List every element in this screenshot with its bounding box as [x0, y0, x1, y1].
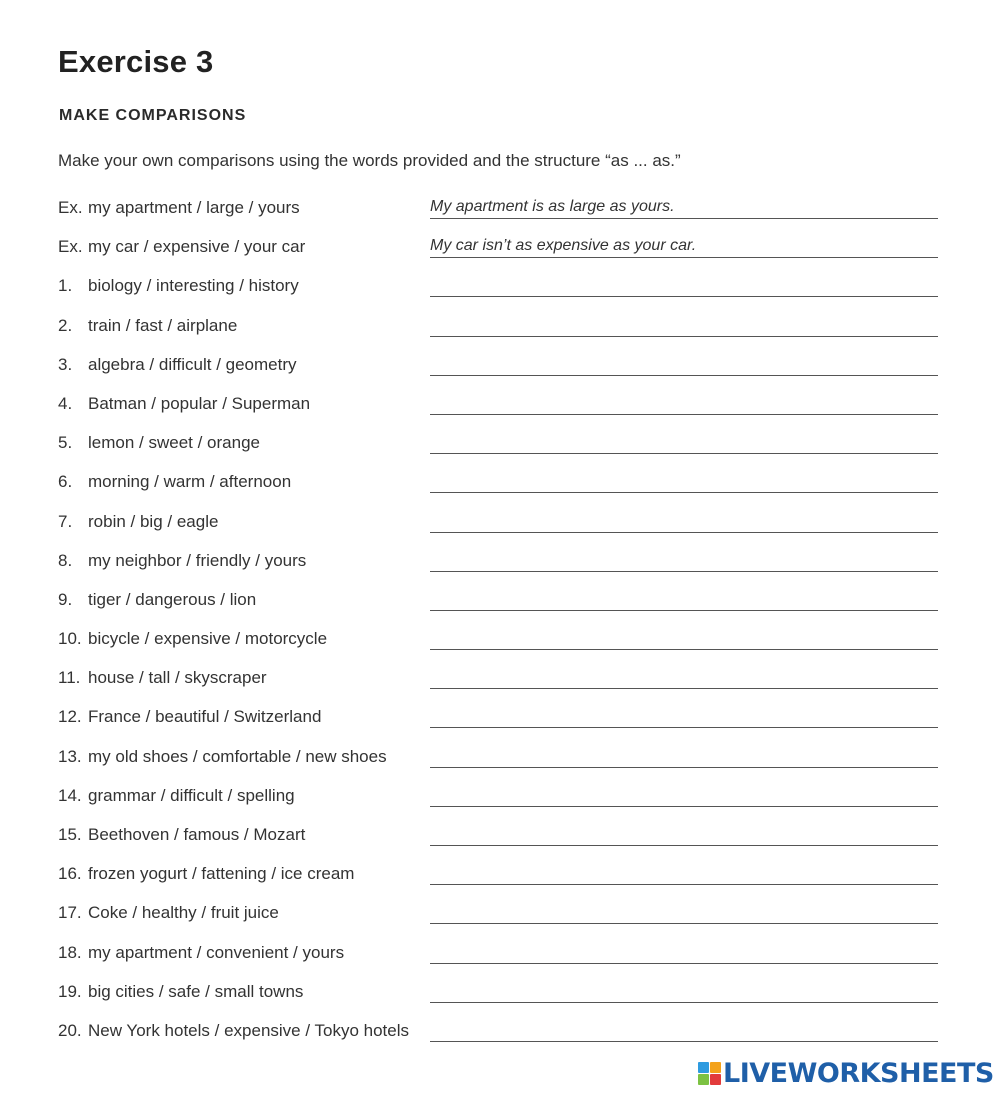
item-prompt: algebra / difficult / geometry	[88, 354, 297, 374]
item-prompt: my apartment / large / yours	[88, 198, 300, 217]
item-prompt: biology / interesting / history	[88, 276, 299, 296]
item-number: 19.	[58, 981, 82, 1001]
item-prompt: my car / expensive / your car	[88, 237, 306, 257]
item-number: 15.	[58, 825, 82, 844]
answer-field[interactable]	[430, 392, 938, 415]
answer-field[interactable]	[430, 745, 938, 768]
answer-field[interactable]	[430, 196, 938, 219]
item-number: 17.	[58, 903, 82, 923]
answer-field[interactable]	[430, 941, 938, 964]
page-title: Exercise 3	[58, 44, 214, 79]
item-prompt: grammar / difficult / spelling	[88, 785, 295, 805]
item-number: 20.	[58, 1020, 82, 1040]
answer-field[interactable]	[430, 235, 938, 258]
answer-field[interactable]	[430, 627, 938, 650]
item-prompt: New York hotels / expensive / Tokyo hotels	[88, 1020, 409, 1040]
logo-block	[710, 1062, 721, 1073]
item-prompt: my old shoes / comfortable / new shoes	[88, 746, 387, 766]
answer-field[interactable]	[430, 353, 938, 376]
logo-text: LIVEWORKSHEETS	[723, 1057, 994, 1089]
item-number: 5.	[58, 433, 73, 453]
answer-field[interactable]	[430, 274, 938, 297]
item-prompt: tiger / dangerous / lion	[88, 589, 257, 609]
answer-field[interactable]	[430, 980, 938, 1003]
answer-field[interactable]	[430, 1019, 938, 1042]
exercise-row	[58, 470, 940, 509]
exercise-row	[58, 196, 940, 235]
answer-field[interactable]	[430, 862, 938, 885]
item-number: 4.	[58, 393, 73, 413]
liveworksheets-logo	[698, 1058, 994, 1088]
logo-blocks-icon	[698, 1062, 721, 1085]
item-number: Ex.	[58, 198, 83, 217]
item-number: 10.	[58, 629, 82, 649]
answer-field[interactable]	[430, 470, 938, 493]
answer-field[interactable]	[430, 549, 938, 572]
exercise-row	[58, 784, 940, 823]
exercise-row	[58, 745, 940, 784]
item-number: 1.	[58, 276, 73, 296]
item-number: 16.	[58, 864, 82, 884]
item-number: 14.	[58, 785, 82, 805]
exercise-row	[58, 627, 940, 666]
exercise-row	[58, 549, 940, 588]
exercise-row	[58, 862, 940, 901]
exercise-row	[58, 510, 940, 549]
answer-field[interactable]	[430, 823, 938, 846]
item-number: 12.	[58, 707, 82, 727]
item-prompt: lemon / sweet / orange	[88, 433, 260, 453]
exercise-row	[58, 353, 940, 392]
exercise-row	[58, 274, 940, 313]
item-number: 8.	[58, 550, 73, 570]
item-prompt: Beethoven / famous / Mozart	[88, 825, 306, 844]
answer-field[interactable]	[430, 705, 938, 728]
item-prompt: train / fast / airplane	[88, 315, 238, 335]
exercise-row	[58, 588, 940, 627]
item-number: 6.	[58, 472, 73, 492]
item-prompt: frozen yogurt / fattening / ice cream	[88, 864, 355, 884]
answer-field[interactable]	[430, 666, 938, 689]
logo-block	[710, 1074, 721, 1085]
item-prompt: robin / big / eagle	[88, 511, 219, 531]
item-prompt: bicycle / expensive / motorcycle	[88, 629, 328, 649]
item-number: Ex.	[58, 237, 83, 257]
section-subtitle: MAKE COMPARISONS	[59, 107, 247, 124]
answer-field[interactable]	[430, 784, 938, 807]
logo-block	[698, 1062, 709, 1073]
logo-block	[698, 1074, 709, 1085]
exercise-row	[58, 705, 940, 744]
item-number: 7.	[58, 511, 73, 531]
exercise-row	[58, 314, 940, 353]
exercise-row	[58, 235, 940, 274]
item-prompt: my neighbor / friendly / yours	[88, 550, 307, 570]
answer-field[interactable]	[430, 431, 938, 454]
answer-field[interactable]	[430, 510, 938, 533]
exercise-row	[58, 980, 940, 1019]
exercise-row	[58, 901, 940, 940]
item-number: 9.	[58, 589, 73, 609]
item-prompt: big cities / safe / small towns	[88, 981, 304, 1001]
item-prompt: morning / warm / afternoon	[88, 472, 292, 492]
item-number: 2.	[58, 315, 73, 335]
item-prompt: Coke / healthy / fruit juice	[88, 903, 279, 923]
exercise-row	[58, 1019, 940, 1058]
item-number: 18.	[58, 942, 82, 962]
exercise-row	[58, 823, 940, 862]
item-prompt: France / beautiful / Switzerland	[88, 707, 322, 727]
exercise-row	[58, 431, 940, 470]
instructions-text: Make your own comparisons using the words provided and the structure “as ... as.”	[58, 151, 681, 170]
exercise-row	[58, 666, 940, 705]
item-number: 3.	[58, 354, 73, 374]
answer-field[interactable]	[430, 901, 938, 924]
answer-field[interactable]	[430, 588, 938, 611]
item-prompt: Batman / popular / Superman	[88, 393, 311, 413]
item-number: 11.	[58, 668, 81, 688]
exercise-list	[58, 196, 940, 1058]
answer-field[interactable]	[430, 314, 938, 337]
item-number: 13.	[58, 746, 82, 766]
exercise-row	[58, 941, 940, 980]
exercise-row	[58, 392, 940, 431]
item-prompt: my apartment / convenient / yours	[88, 942, 345, 962]
item-prompt: house / tall / skyscraper	[88, 668, 267, 688]
